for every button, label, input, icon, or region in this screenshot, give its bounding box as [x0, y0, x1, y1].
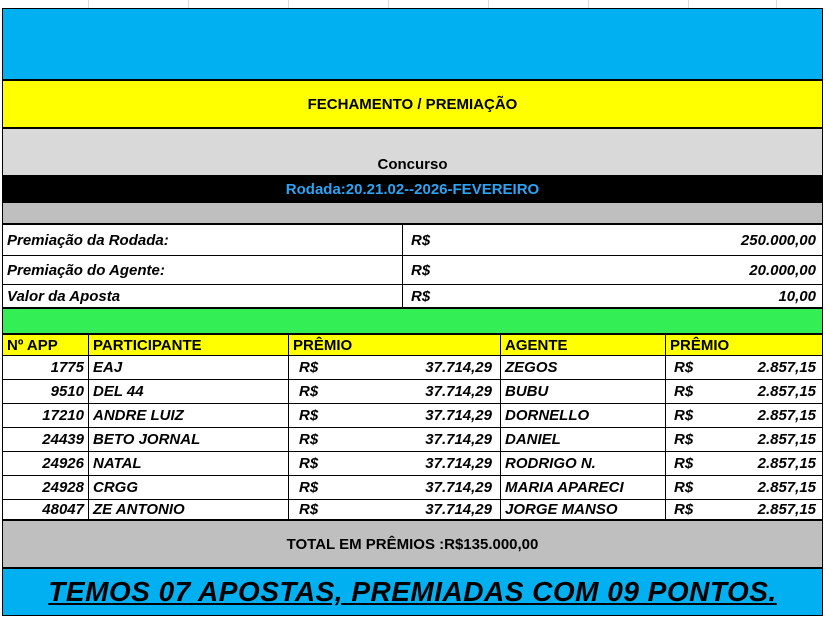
- table-row: [2, 404, 823, 428]
- cell-premio-agente-value: 2.857,15: [757, 431, 816, 448]
- cell-premio-agente: [666, 356, 822, 379]
- cell-app: 24928: [3, 476, 89, 499]
- cell-premio-agente-value: 2.857,15: [757, 501, 816, 518]
- cell-participante: ANDRE LUIZ: [89, 404, 289, 427]
- cell-agente: DORNELLO: [501, 404, 666, 427]
- header-premio: PRÊMIO: [289, 335, 501, 355]
- cell-premio-value: 37.714,29: [425, 501, 492, 518]
- spacer-band: [2, 202, 823, 224]
- cell-participante: CRGG: [89, 476, 289, 499]
- info-label: Premiação da Rodada:: [3, 225, 403, 255]
- header-premio-agente: PRÊMIO: [670, 336, 730, 354]
- cell-premio-agente-value: 2.857,15: [757, 455, 816, 472]
- info-value: 250.000,00: [740, 231, 816, 249]
- table-row: [2, 500, 823, 520]
- cell-agente: MARIA APARECI: [501, 476, 666, 499]
- cell-app: 1775: [3, 356, 89, 379]
- concurso-label: Concurso: [377, 156, 448, 173]
- cell-participante: EAJ: [89, 356, 289, 379]
- spreadsheet-grid-top: [0, 0, 825, 8]
- info-row-premiacao-agente: [2, 256, 823, 285]
- info-currency: R$: [411, 261, 431, 279]
- cell-currency: R$: [299, 383, 319, 400]
- cell-premio-agente: [666, 380, 822, 403]
- cell-currency: R$: [674, 359, 694, 376]
- cell-app: 9510: [3, 380, 89, 403]
- header-agente: AGENTE: [501, 335, 666, 355]
- cell-currency: R$: [674, 479, 694, 496]
- cell-participante: NATAL: [89, 452, 289, 475]
- rodada-band: [2, 176, 823, 202]
- green-separator-band: [2, 308, 823, 334]
- cell-premio-value: 37.714,29: [425, 359, 492, 376]
- cell-currency: R$: [299, 407, 319, 424]
- cell-premio-value: 37.714,29: [425, 431, 492, 448]
- info-row-valor-aposta: [2, 285, 823, 308]
- cell-premio-agente-value: 2.857,15: [757, 479, 816, 496]
- cell-agente: RODRIGO N.: [501, 452, 666, 475]
- cell-participante: ZE ANTONIO: [89, 500, 289, 519]
- table-row: [2, 380, 823, 404]
- cell-currency: R$: [299, 455, 319, 472]
- table-row: [2, 356, 823, 380]
- footer-text: TEMOS 07 APOSTAS, PREMIADAS COM 09 PONTOS.: [48, 576, 777, 607]
- cell-premio: [289, 380, 501, 403]
- cell-premio-value: 37.714,29: [425, 407, 492, 424]
- info-label: Premiação do Agente:: [3, 256, 403, 284]
- cell-premio-agente: [666, 476, 822, 499]
- info-label: Valor da Aposta: [3, 285, 403, 307]
- cell-premio-value: 37.714,29: [425, 383, 492, 400]
- table-row: [2, 452, 823, 476]
- info-value: 10,00: [778, 287, 816, 305]
- cell-currency: R$: [674, 383, 694, 400]
- cell-premio: [289, 500, 501, 519]
- cell-currency: R$: [674, 501, 694, 518]
- cell-app: 24439: [3, 428, 89, 451]
- header-blue-band: [2, 8, 823, 80]
- rodada-text: Rodada:20.21.02--2026-FEVEREIRO: [285, 180, 540, 198]
- cell-premio-agente: [666, 404, 822, 427]
- cell-premio-agente: [666, 452, 822, 475]
- cell-premio-agente-value: 2.857,15: [757, 407, 816, 424]
- footer-band: [2, 568, 823, 616]
- cell-premio: [289, 428, 501, 451]
- page-title: [2, 80, 823, 128]
- cell-premio: [289, 476, 501, 499]
- cell-currency: R$: [299, 431, 319, 448]
- cell-premio-agente-value: 2.857,15: [757, 359, 816, 376]
- info-row-premiacao-rodada: [2, 224, 823, 256]
- cell-premio-value: 37.714,29: [425, 455, 492, 472]
- total-band: [2, 520, 823, 568]
- cell-app: 17210: [3, 404, 89, 427]
- cell-premio-agente-value: 2.857,15: [757, 383, 816, 400]
- cell-currency: R$: [299, 501, 319, 518]
- cell-premio: [289, 404, 501, 427]
- concurso-band: [2, 128, 823, 176]
- info-currency: R$: [411, 287, 431, 305]
- cell-currency: R$: [299, 359, 319, 376]
- info-value: 20.000,00: [749, 261, 816, 279]
- info-currency: R$: [411, 231, 431, 249]
- cell-currency: R$: [299, 479, 319, 496]
- cell-currency: R$: [674, 407, 694, 424]
- cell-agente: BUBU: [501, 380, 666, 403]
- table-row: [2, 476, 823, 500]
- cell-app: 24926: [3, 452, 89, 475]
- cell-agente: ZEGOS: [501, 356, 666, 379]
- table-header: [2, 334, 823, 356]
- total-text: TOTAL EM PRÊMIOS :R$135.000,00: [286, 535, 539, 553]
- header-participante: PARTICIPANTE: [89, 335, 289, 355]
- cell-participante: BETO JORNAL: [89, 428, 289, 451]
- cell-premio: [289, 356, 501, 379]
- cell-app: 48047: [3, 500, 89, 519]
- cell-currency: R$: [674, 431, 694, 448]
- cell-currency: R$: [674, 455, 694, 472]
- cell-premio: [289, 452, 501, 475]
- cell-premio-agente: [666, 500, 822, 519]
- page-title-text: FECHAMENTO / PREMIAÇÃO: [307, 95, 518, 113]
- cell-agente: DANIEL: [501, 428, 666, 451]
- cell-agente: JORGE MANSO: [501, 500, 666, 519]
- header-app: Nº APP: [3, 335, 89, 355]
- cell-participante: DEL 44: [89, 380, 289, 403]
- cell-premio-value: 37.714,29: [425, 479, 492, 496]
- cell-premio-agente: [666, 428, 822, 451]
- table-row: [2, 428, 823, 452]
